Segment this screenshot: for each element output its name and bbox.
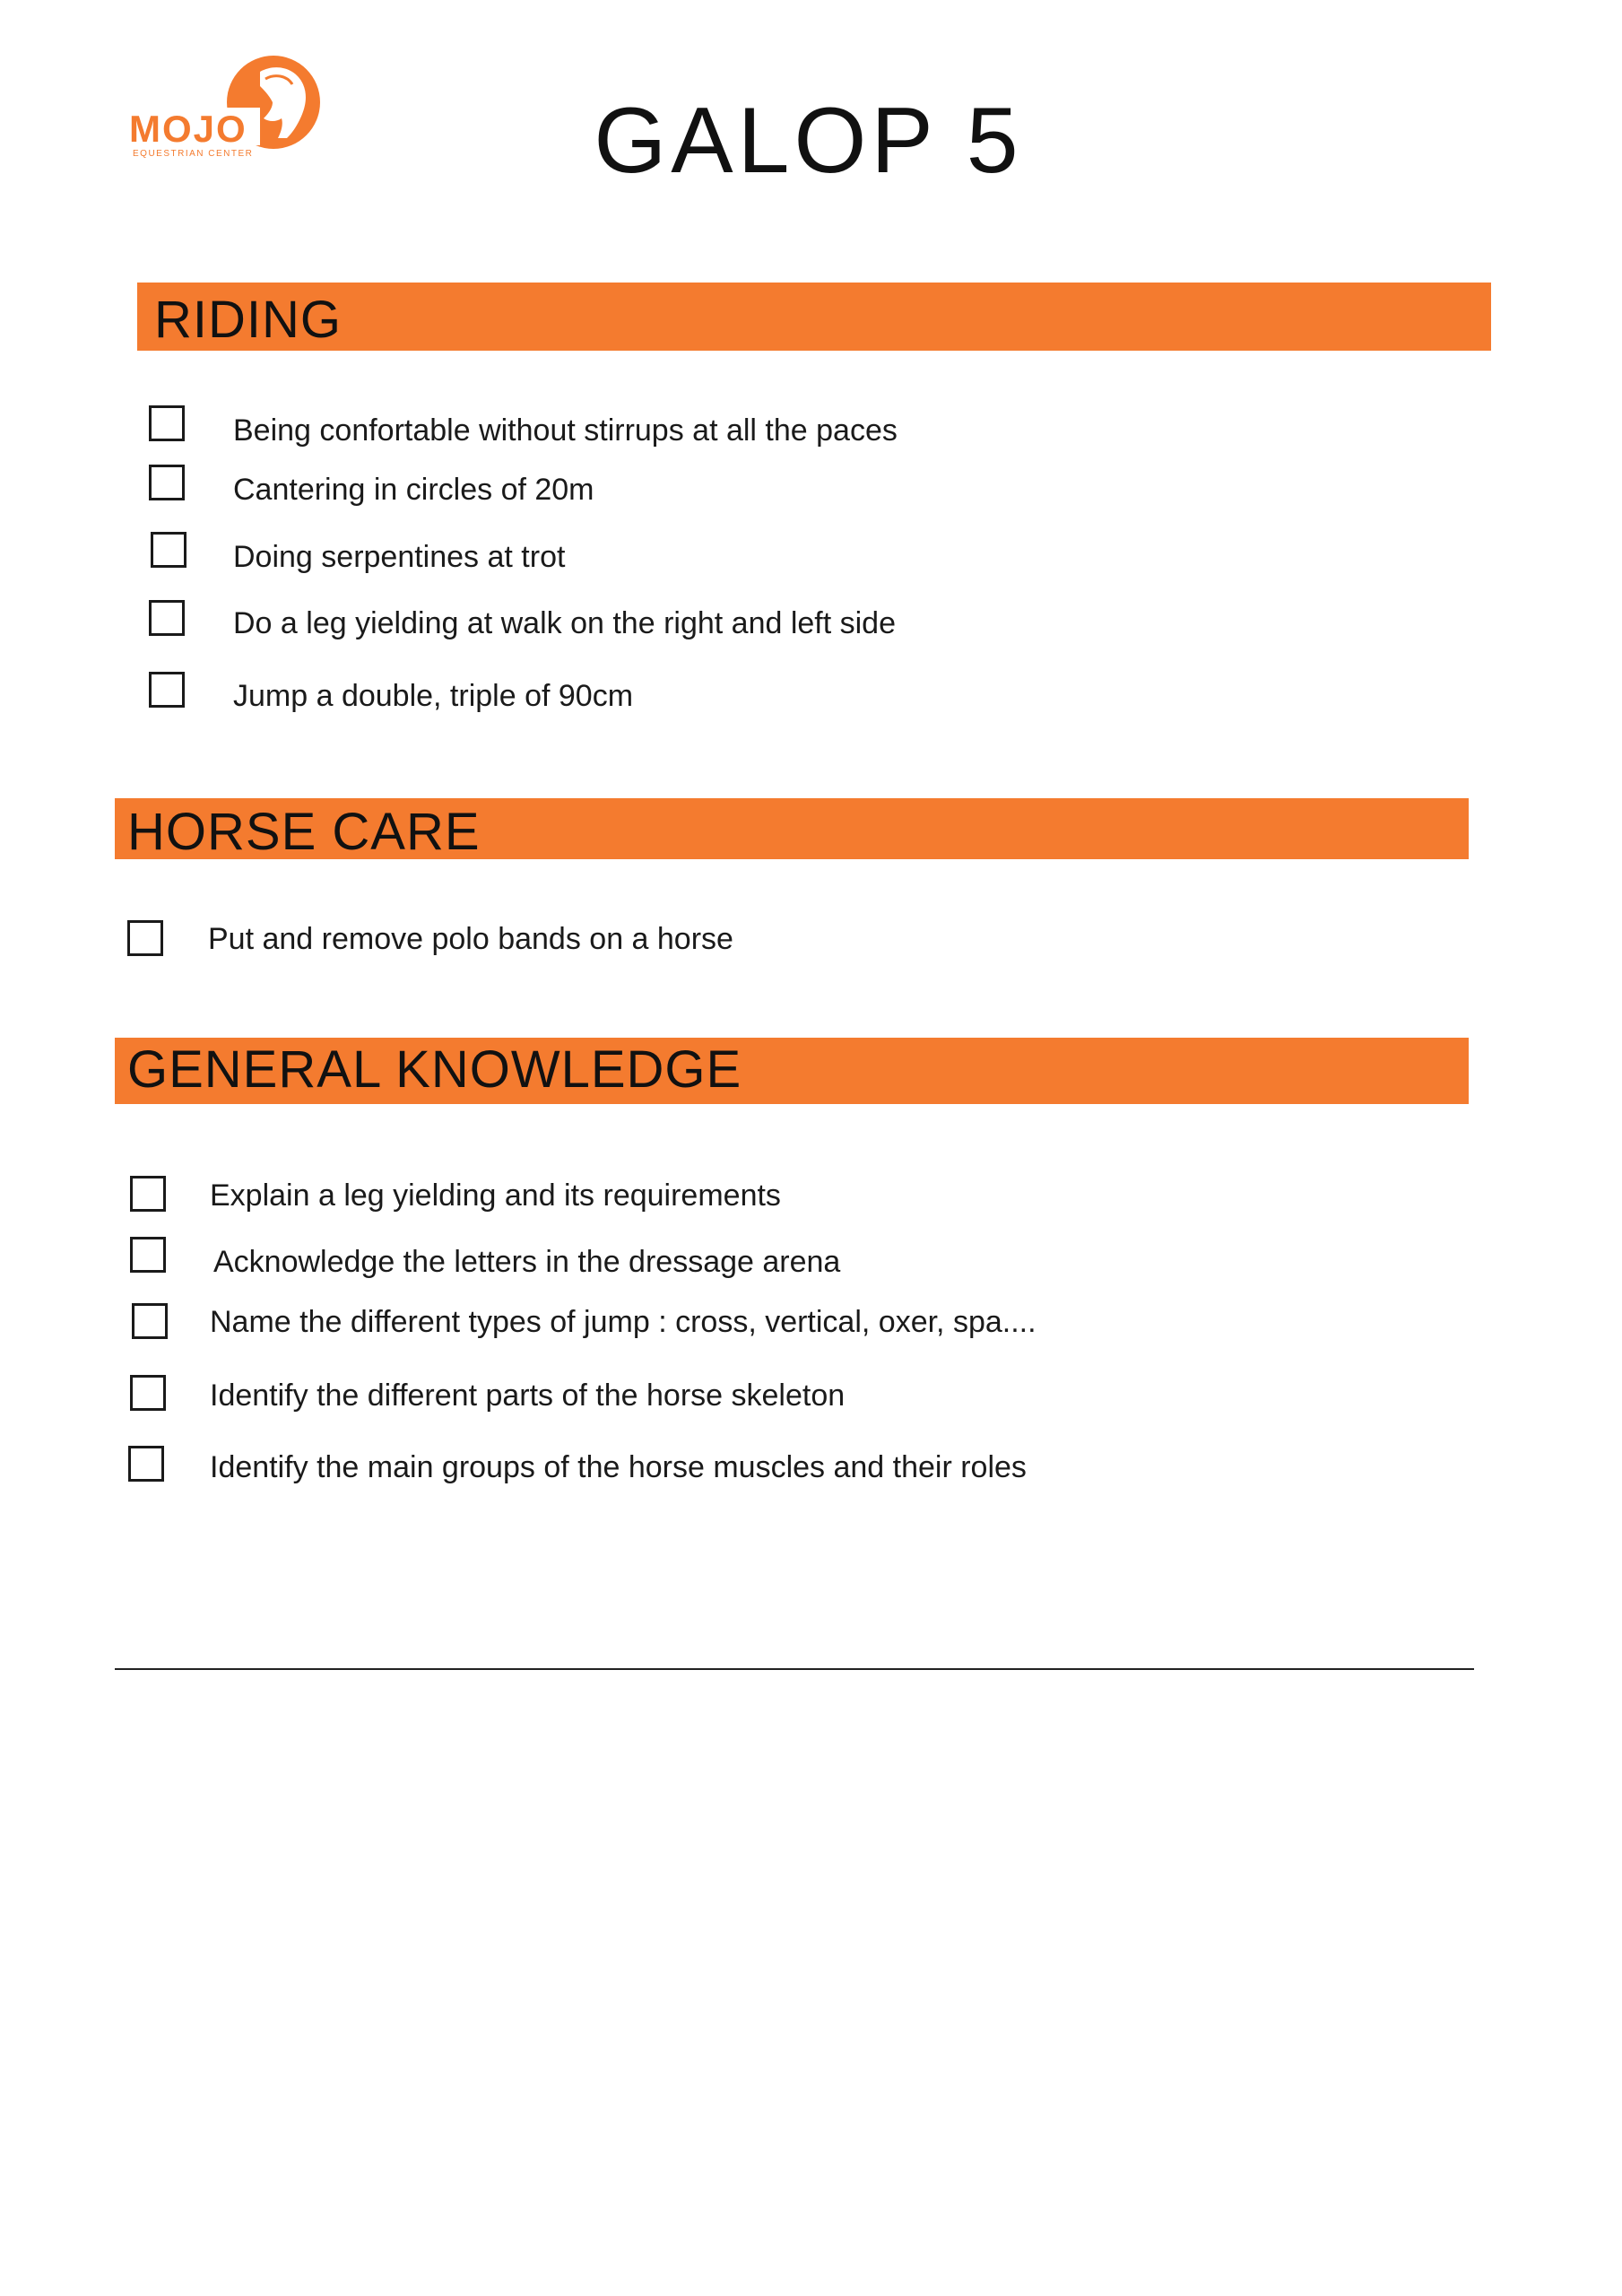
item-riding-3: Doing serpentines at trot	[233, 540, 566, 574]
checkbox-riding-3[interactable]	[151, 532, 186, 568]
section-title-riding: RIDING	[154, 291, 342, 349]
checkbox-riding-2[interactable]	[149, 465, 185, 500]
checkbox-general-knowledge-1[interactable]	[130, 1176, 166, 1212]
checkbox-general-knowledge-3[interactable]	[132, 1303, 168, 1339]
checkbox-general-knowledge-5[interactable]	[128, 1446, 164, 1482]
item-general-knowledge-5: Identify the main groups of the horse muscles and their roles	[210, 1450, 1027, 1484]
section-title-horse-care: HORSE CARE	[127, 803, 481, 861]
item-general-knowledge-4: Identify the different parts of the horse skeleton	[210, 1378, 846, 1413]
item-riding-4: Do a leg yielding at walk on the right and left side	[233, 606, 897, 640]
checkbox-riding-4[interactable]	[149, 600, 185, 636]
item-riding-2: Cantering in circles of 20m	[233, 473, 594, 507]
item-general-knowledge-1: Explain a leg yielding and its requirements	[210, 1178, 781, 1213]
checkbox-general-knowledge-2[interactable]	[130, 1237, 166, 1273]
item-horse-care-1: Put and remove polo bands on a horse	[208, 922, 733, 956]
signature-divider-line	[115, 1668, 1474, 1670]
checkbox-riding-1[interactable]	[149, 405, 185, 441]
logo-tagline: EQUESTRIAN CENTER	[133, 149, 254, 159]
logo-wordmark: MOJO	[129, 108, 247, 150]
item-general-knowledge-3: Name the different types of jump : cross, vertical, oxer, spa....	[210, 1305, 1037, 1339]
section-title-general-knowledge: GENERAL KNOWLEDGE	[127, 1040, 742, 1099]
item-riding-1: Being confortable without stirrups at all the paces	[233, 413, 898, 448]
item-riding-5: Jump a double, triple of 90cm	[233, 679, 634, 713]
page-title-text: GALOP 5	[594, 89, 1023, 193]
page-title	[0, 89, 1622, 193]
checkbox-riding-5[interactable]	[149, 672, 185, 708]
item-general-knowledge-2: Acknowledge the letters in the dressage arena	[213, 1245, 841, 1279]
checkbox-horse-care-1[interactable]	[127, 920, 163, 956]
checkbox-general-knowledge-4[interactable]	[130, 1375, 166, 1411]
